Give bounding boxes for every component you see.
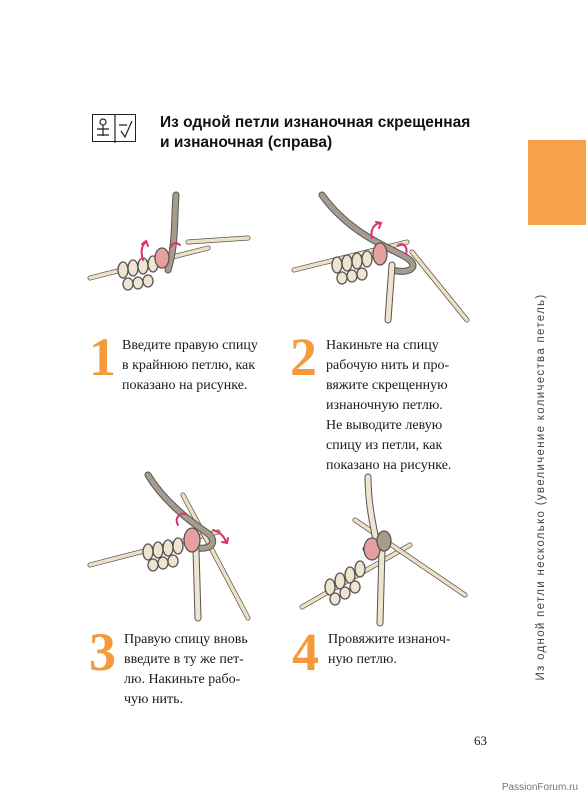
title-line-2: и изнаночная (справа) (160, 134, 333, 151)
step-2-line: Не выводите левую (326, 418, 443, 433)
step-3-text (124, 630, 248, 710)
page-title (160, 113, 490, 153)
step-1-line: Введите правую спицу (122, 338, 258, 353)
step-4-number: 4 (292, 622, 319, 682)
step-2-line: вяжите скрещенную (326, 378, 448, 393)
chapter-side-title-text: Из одной петли несколько (увеличение количества петель) (535, 293, 547, 681)
step-2-line: показано на рисунке. (326, 458, 452, 473)
chapter-side-title (530, 262, 552, 712)
step-4-line: ную петлю. (328, 652, 397, 667)
step-3-illustration (88, 470, 263, 620)
step-2-illustration (292, 190, 472, 330)
step-4-text (328, 630, 451, 670)
watermark: PassionForum.ru (501, 782, 578, 793)
step-4-line: Провяжите изнаноч- (328, 632, 451, 647)
step-2-text (326, 336, 451, 476)
step-2-line: изнаночную петлю. (326, 398, 443, 413)
step-4-illustration (300, 475, 475, 625)
step-2-line: спицу из петли, как (326, 438, 443, 453)
step-1-line: в крайнюю петлю, как (122, 358, 256, 373)
step-1-number: 1 (89, 327, 116, 387)
step-2-number: 2 (290, 327, 317, 387)
step-1-illustration (88, 190, 258, 320)
page-number: 63 (474, 733, 487, 748)
step-3-line: лю. Накиньте рабо- (124, 672, 241, 687)
step-2-line: Накиньте на спицу (326, 338, 439, 353)
step-3-line: чую нить. (124, 692, 183, 707)
knit-symbol-icon (92, 114, 136, 142)
step-1-line: показано на рисунке. (122, 378, 248, 393)
step-1-text (122, 336, 258, 396)
step-3-line: Правую спицу вновь (124, 632, 248, 647)
step-3-number: 3 (89, 622, 116, 682)
title-line-1: Из одной петли изнаночная скрещенная (160, 114, 471, 131)
chapter-tab (528, 140, 586, 225)
step-3-line: введите в ту же пет- (124, 652, 244, 667)
step-2-line: рабочую нить и про- (326, 358, 450, 373)
